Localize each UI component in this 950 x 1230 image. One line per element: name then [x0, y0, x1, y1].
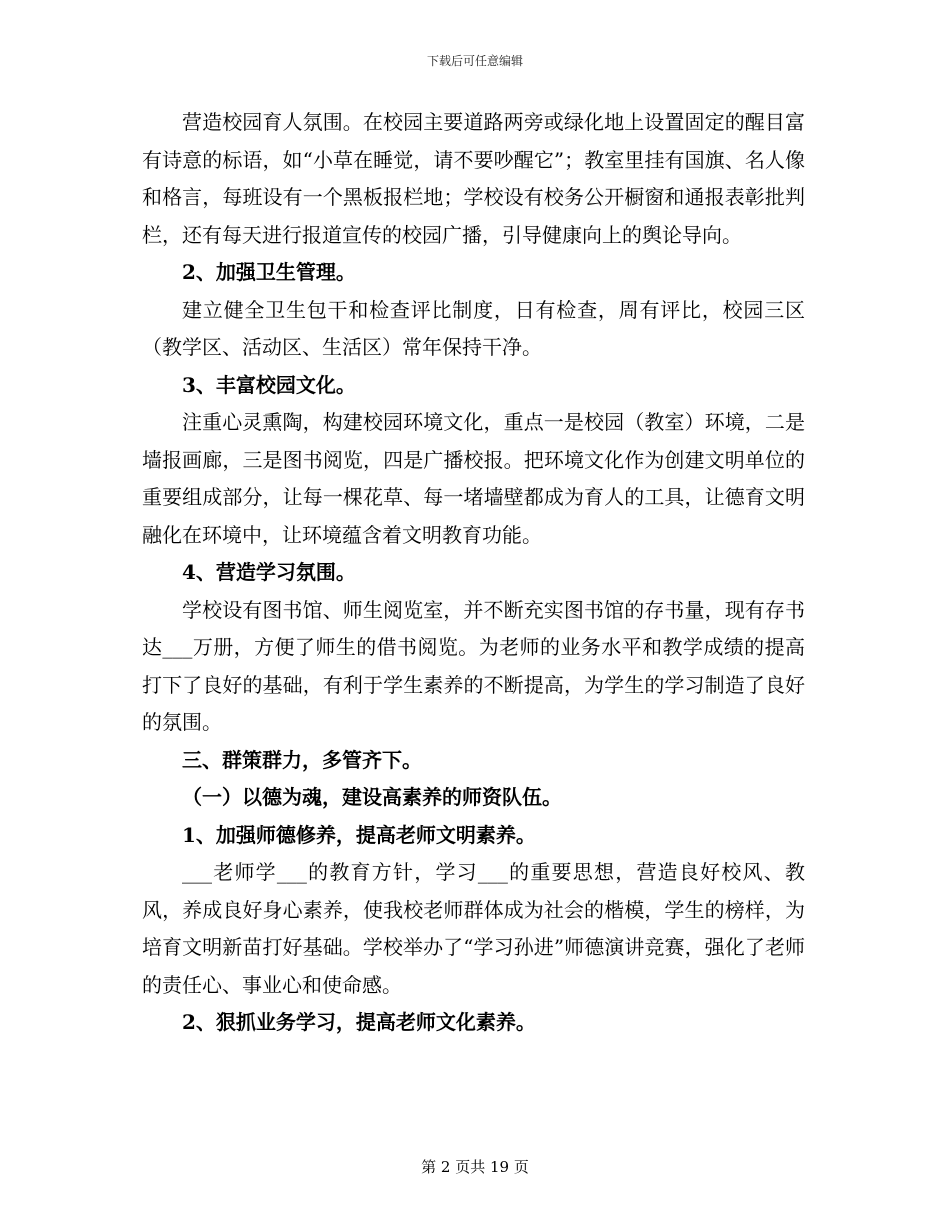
chapter-heading: 三、群策群力，多管齐下。	[182, 747, 422, 772]
section-heading: 3、丰富校园文化。	[182, 372, 356, 397]
section-heading: 1、加强师德修养，提高老师文明素养。	[182, 822, 536, 847]
section-heading: 2、狠抓业务学习，提高老师文化素养。	[182, 1010, 536, 1034]
page-header: 下载后可任意编辑	[426, 54, 523, 68]
subsection-heading: （一）以德为魂，建设高素养的师资队伍。	[182, 785, 562, 809]
paragraph: 注重心灵熏陶，构建校园环境文化，重点一是校园（教室）环境，二是墙报画廊，三是图书阅览，四是广播校报。把环境文化作为创建文明单位的重要组成部分，让每一棵花草、每一堵墙壁都成为育人的工具，让德育文明融化在环境中，让环境蕴含着文明教育功能。	[142, 410, 805, 547]
section-heading: 2、加强卫生管理。	[182, 260, 356, 284]
paragraph: 营造校园育人氛围。在校园主要道路两旁或绿化地上设置固定的醒目富有诗意的标语，如“小草在睡觉，请不要吵醒它”；教室里挂有国旗、名人像和格言，每班设有一个黑板报栏地；学校设有校务公开橱窗和通报表彰批判栏，还有每天进行报道宣传的校园广播，引导健康向上的舆论导向。	[142, 110, 805, 247]
paragraph: 建立健全卫生包干和检查评比制度，日有检查，周有评比，校园三区（教学区、活动区、生活区）常年保持干净。	[142, 297, 805, 359]
document-body	[142, 104, 805, 1042]
paragraph: ___老师学___的教育方针，学习___的重要思想，营造良好校风、教风，养成良好身心素养，使我校老师群体成为社会的楷模，学生的榜样，为培育文明新苗打好基础。学校举办了“学习孙进”师德演讲竞赛，强化了老师的责任心、事业心和使命感。	[142, 860, 805, 997]
page-number: 第 2 页共 19 页	[421, 1158, 529, 1176]
paragraph: 学校设有图书馆、师生阅览室，并不断充实图书馆的存书量，现有存书达___万册，方便了师生的借书阅览。为老师的业务水平和教学成绩的提高打下了良好的基础，有利于学生素养的不断提高，为学生的学习制造了良好的氛围。	[142, 597, 805, 734]
section-heading: 4、营造学习氛围。	[182, 560, 356, 584]
